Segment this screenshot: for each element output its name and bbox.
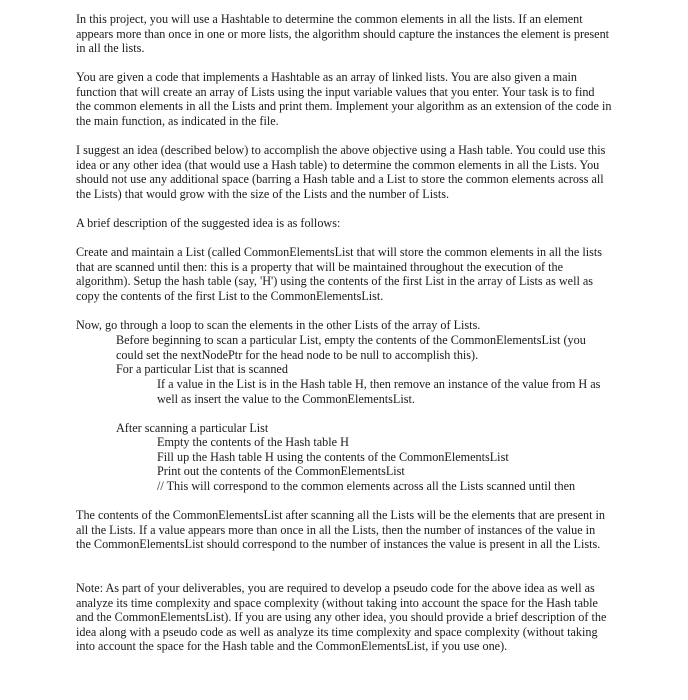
- step-before-scan: Before beginning to scan a particular List, empty the contents of the CommonElementsList (you could set the nextNodePtr for the head node to be null to accomplish this).: [116, 333, 586, 362]
- step-print-list: Print out the contents of the CommonElementsList: [157, 464, 405, 478]
- paragraph-suggested-idea: I suggest an idea (described below) to accomplish the above objective using a Hash table. You could use this idea or any other idea (that would use a Hash table) to determine the common elements in all the Lists. You should not use any additional space (barring a Hash table and a List to store the common elements across all the Lists) that would grow with the size of the Lists and the number of Lists.: [76, 143, 606, 201]
- paragraph-contents: The contents of the CommonElementsList after scanning all the Lists will be the elements that are present in all the Lists. If a value appears more than once in all the Lists, then the number of instances of the value in the CommonElementsList should correspond to the number of instances the value is present in all the Lists.: [76, 508, 605, 552]
- step-empty-hash: Empty the contents of the Hash table H: [157, 435, 349, 449]
- step-after-scanning: After scanning a particular List: [116, 421, 269, 435]
- paragraph-create-list: Create and maintain a List (called CommonElementsList that will store the common elements in all the lists that are scanned until then: this is a property that will be maintained throughout the execution of the algorithm). Setup the hash table (say, 'H') using the contents of the first List in the array of Lists as well as copy the contents of the first List to the CommonElementsList.: [76, 245, 602, 303]
- step-for-particular-list: For a particular List that is scanned: [116, 362, 288, 376]
- paragraph-given-code: You are given a code that implements a Hashtable as an array of linked lists. You are also given a main function that will create an array of Lists using the input variable values that you enter. Your task is to find the common elements in all the Lists and print them. Implement your algorithm as an extension of the code in the main function, as indicated in the file.: [76, 70, 612, 128]
- step-comment: // This will correspond to the common elements across all the Lists scanned until then: [157, 479, 576, 493]
- paragraph-note: Note: As part of your deliverables, you are required to develop a pseudo code for the above idea as well as analyze its time complexity and space complexity (without taking into account the space for the Hash table and the CommonElementsList). If you are using any other idea, you should provide a brief description of the idea along with a pseudo code as well as analyze its time complexity and space complexity (without taking into account the space for the Hash table and the CommonElementsList, if you use one).: [76, 581, 607, 654]
- paragraph-brief-description: A brief description of the suggested idea is as follows:: [76, 216, 341, 230]
- paragraph-loop: Now, go through a loop to scan the elements in the other Lists of the array of Lists.: [76, 318, 481, 332]
- step-fill-hash: Fill up the Hash table H using the contents of the CommonElementsList: [157, 450, 509, 464]
- step-if-value: If a value in the List is in the Hash table H, then remove an instance of the value from H as well as insert the value to the CommonElementsList.: [157, 377, 601, 406]
- paragraph-intro: In this project, you will use a Hashtable to determine the common elements in all the lists. If an element appears more than once in one or more lists, the algorithm should capture the instances the element is present in all the lists.: [76, 12, 610, 56]
